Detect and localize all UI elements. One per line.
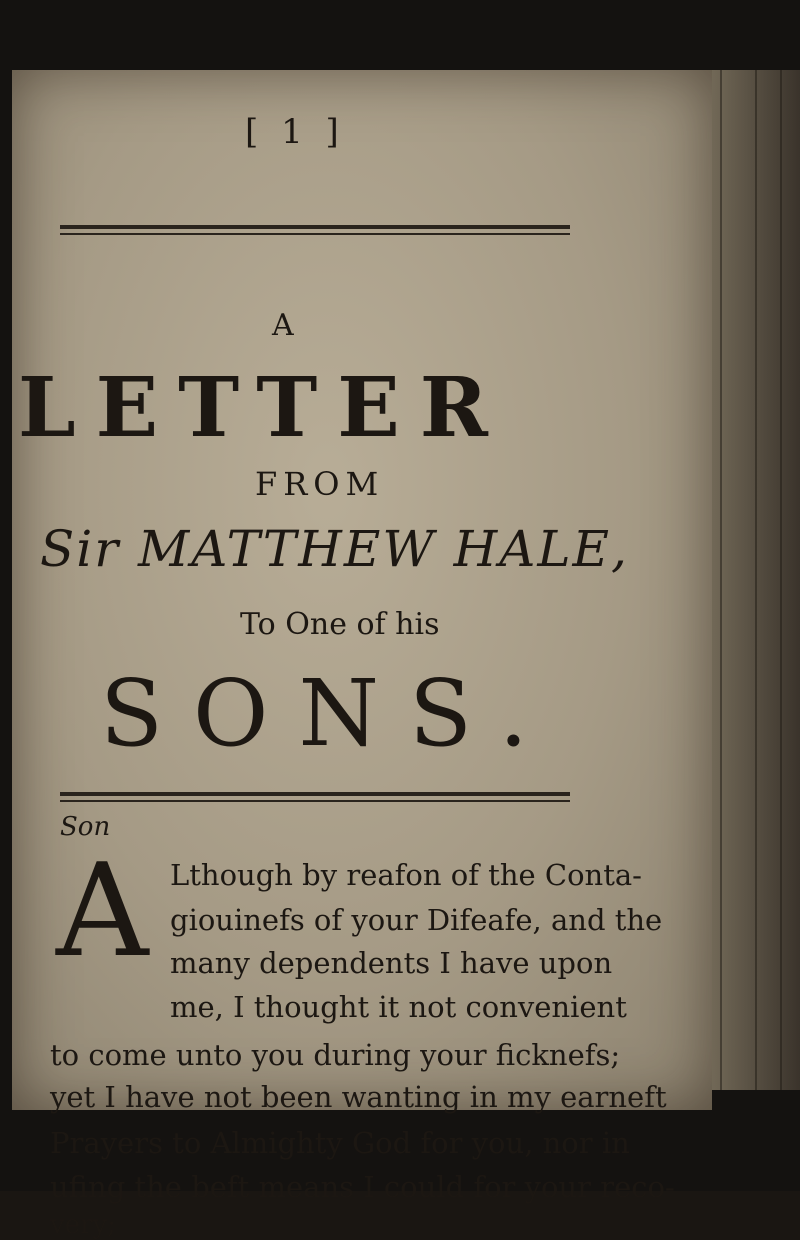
top-rule-1 (60, 225, 570, 229)
body-line: many dependents I have upon (170, 946, 613, 980)
body-line: to come unto you during your ficknefs; (50, 1038, 621, 1072)
body-line: giouinefs of your Difeafe, and the (170, 903, 663, 937)
catchword-very: very; (50, 1210, 116, 1240)
page-number: [ 1 ] (245, 112, 345, 152)
heading-letter: LETTER (18, 360, 508, 456)
body-line: ufing the beft means I could for your reco- (50, 1170, 675, 1204)
drop-cap: A (56, 837, 149, 986)
top-rule-2 (60, 233, 570, 235)
body-line: me, I thought it not convenient (170, 990, 627, 1024)
heading-sons: SONS. (100, 660, 558, 767)
heading-a: A (272, 308, 294, 343)
catchword-son: Son (60, 812, 111, 842)
bottom-rule-1 (60, 792, 570, 796)
heading-to: To One of his (240, 607, 440, 642)
heading-from: FROM (255, 465, 385, 503)
body-line: yet I have not been wanting in my earneft (50, 1080, 667, 1114)
body-line: Lthough by reafon of the Conta- (170, 858, 642, 892)
heading-author: Sir MATTHEW HALE, (40, 520, 629, 578)
bottom-rule-2 (60, 800, 570, 802)
body-line: Prayers to Almighty God for you, nor in (50, 1126, 630, 1160)
